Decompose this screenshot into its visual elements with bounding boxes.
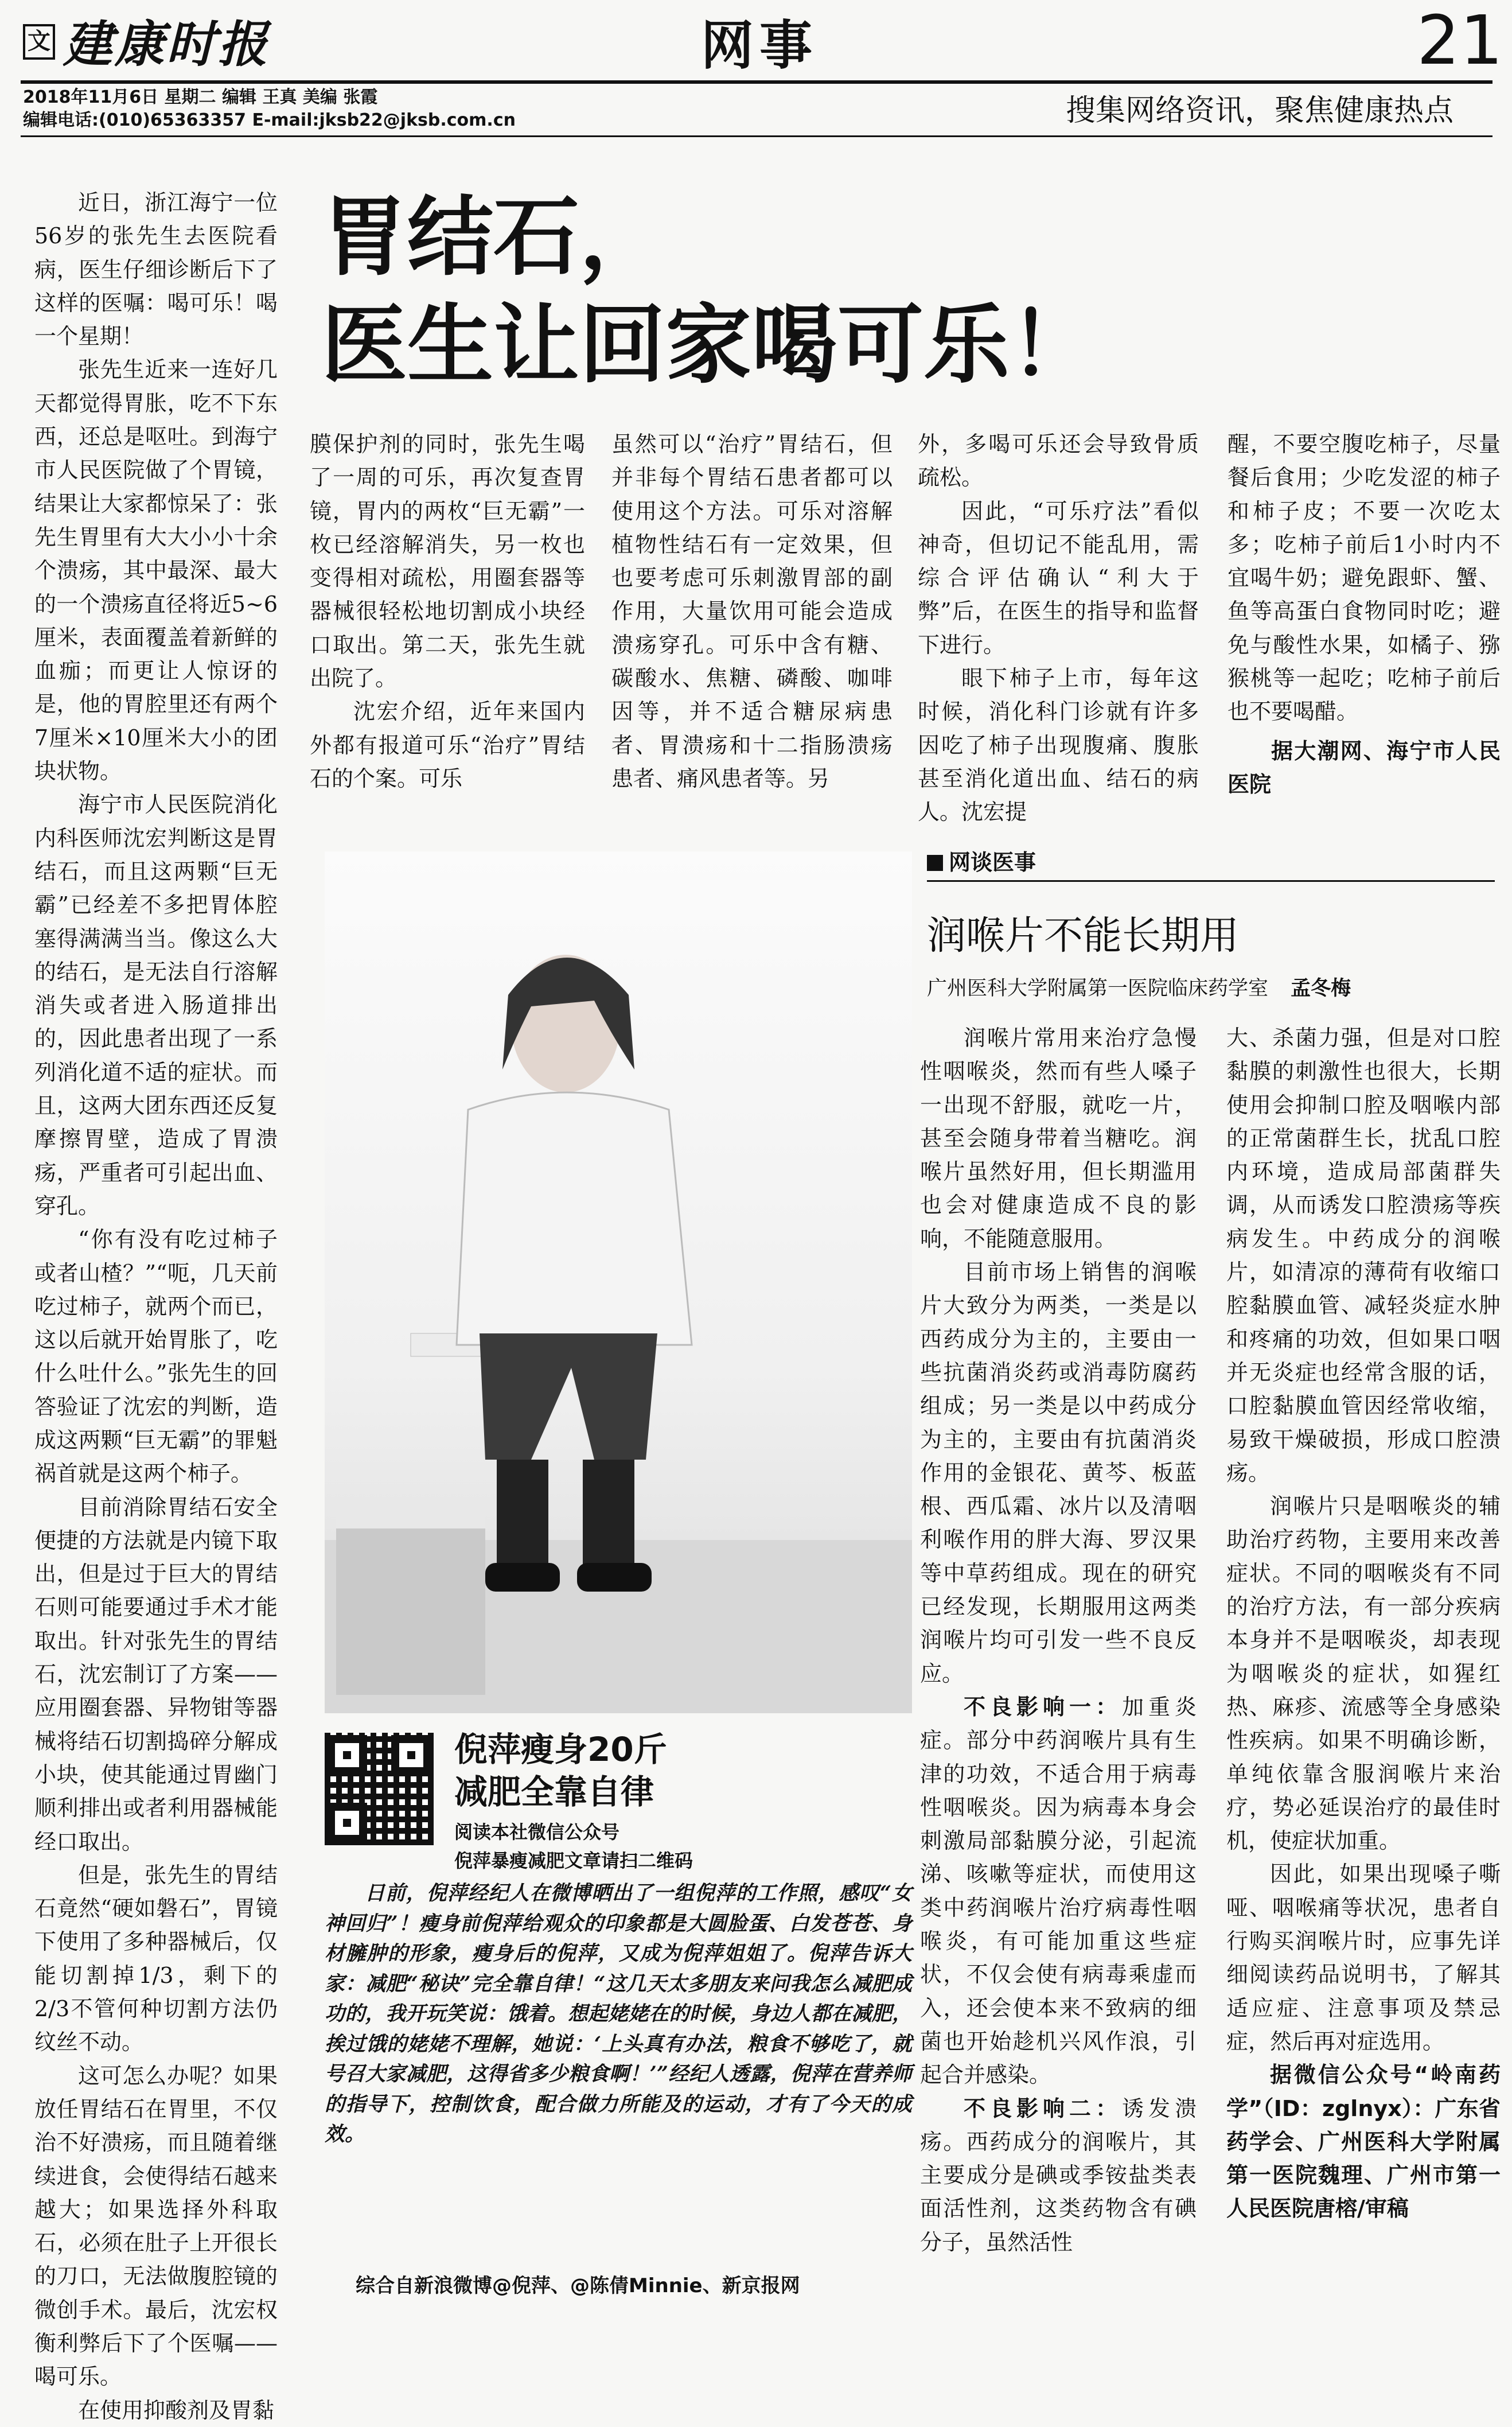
paragraph: 目前消除胃结石安全便捷的方法就是内镜下取出，但是过于巨大的胃结石则可能要通过手术才能取出。针对张先生的胃结石，沈宏制订了方案——应用圈套器、异物钳等器械将结石切割捣碎分解成小块，使其能通过胃幽门顺利排出或者利用器械能经口取出。 xyxy=(34,1494,278,1854)
main-article-col4 xyxy=(918,427,1199,825)
newspaper-logo: 建康时报 xyxy=(63,15,270,73)
paragraph: 近日，浙江海宁一位56岁的张先生去医院看病，医生仔细诊断后下了这样的医嘱：喝可乐！喝一个星期！ xyxy=(34,190,278,349)
qr-finder-icon xyxy=(391,1735,431,1775)
paragraph: “你有没有吃过柿子或者山楂？”“呃，几天前吃过柿子，就两个而已，这以后就开始胃胀了，吃什么吐什么。”张先生的回答验证了沈宏的判断，造成这两颗“巨无霸”的罪魁祸首就是这两个柿子。 xyxy=(34,1227,278,1487)
side-byline xyxy=(927,974,1351,1003)
paragraph: 润喉片常用来治疗急慢性咽喉炎，然而有些人嗓子一出现不舒服，就吃一片，甚至会随身带着当糖吃。润喉片虽然好用，但长期滥用也会对健康造成不良的影响，不能随意服用。 xyxy=(920,1025,1197,1251)
feature-headline xyxy=(454,1728,667,1813)
main-headline xyxy=(321,184,1182,399)
paragraph: 海宁市人民医院消化内科医师沈宏判断这是胃结石，而且这两颗“巨无霸”已经差不多把胃体腔塞得满满当当。像这么大的结石，是无法自行溶解消失或者进入肠道排出的，因此患者出现了一系列消化道不适的症状。而且，这两大团东西还反复摩擦胃壁，造成了胃溃疡，严重者可引起出血、穿孔。 xyxy=(34,792,278,1219)
column-label-rule xyxy=(927,880,1495,882)
main-article-col1 xyxy=(34,186,278,2423)
section-title: 网事 xyxy=(701,15,819,76)
main-article-col5 xyxy=(1227,427,1501,795)
masthead-rule xyxy=(21,80,1492,84)
byline-author: 孟冬梅 xyxy=(1291,977,1351,1000)
qr-code[interactable] xyxy=(325,1733,434,1845)
date-editor-line: 2018年11月6日 星期二 编辑 王真 美编 张霞 xyxy=(23,87,378,107)
main-article-col2 xyxy=(310,427,585,795)
effect-1-label: 不良影响一： xyxy=(964,1694,1122,1720)
paragraph: 外，多喝可乐还会导致骨质疏松。 xyxy=(918,431,1199,491)
side-article-source: 据微信公众号“岭南药学”（ID：zglnyx）：广东省药学会、广州医科大学附属第一医院魏理、广州市第一人民医院唐榕/审稿 xyxy=(1226,2062,1501,2222)
column-label xyxy=(927,848,1036,877)
effect-2-label: 不良影响二： xyxy=(964,2095,1122,2121)
effect-2-text: 诱发溃疡。西药成分的润喉片，其主要成分是碘或季铵盐类表面活性剂，这类药物含有碘分子，虽然活性 xyxy=(920,2095,1197,2255)
paragraph: 膜保护剂的同时，张先生喝了一周的可乐，再次复查胃镜，胃内的两枚“巨无霸”一枚已经溶解消失，另一枚也变得相对疏松，用圈套器等器械很轻松地切割成小块经口取出。第二天，张先生就出院了。 xyxy=(310,431,585,691)
column-label-marker-icon xyxy=(927,855,943,871)
byline-org: 广州医科大学附属第一医院临床药学室 xyxy=(927,977,1269,1000)
feature-body: 日前，倪萍经纪人在微博晒出了一组倪萍的工作照，感叹“女神回归”！瘦身前倪萍给观众的印象都是大圆脸蛋、白发苍苍、身材臃肿的形象，瘦身后的倪萍，又成为倪萍姐姐了。倪萍告诉大家：减肥“秘诀”完全靠自律！“这几天太多朋友来问我怎么减肥成功的，我开玩笑说：饿着。想起姥姥在的时候，身边人都在减肥，挨过饿的姥姥不理解，她说：‘上头真有办法，粮食不够吃了，就号召大家减肥，这得省多少粮食啊！’”经纪人透露，倪萍在营养师的指导下，控制饮食，配合做力所能及的运动，才有了今天的成效。 xyxy=(325,1881,912,2146)
paragraph: 在使用抑酸剂及胃黏 xyxy=(78,2397,275,2423)
feature-source: 综合自新浪微博@倪萍、@陈倩Minnie、新京报网 xyxy=(356,2274,800,2297)
paragraph: 沈宏介绍，近年来国内外都有报道可乐“治疗”胃结石的个案。可乐 xyxy=(310,699,585,791)
paragraph: 因此，“可乐疗法”看似神奇，但切记不能乱用，需综合评估确认“利大于弊”后，在医生的指导和监督下进行。 xyxy=(918,498,1199,658)
side-article-col-b xyxy=(1226,1021,1501,2301)
main-headline-line2: 医生让回家喝可乐！ xyxy=(321,295,1096,395)
column-label-text: 网谈医事 xyxy=(949,850,1036,875)
qr-caption-line1: 阅读本社微信公众号 xyxy=(454,1821,620,1843)
slogan: 搜集网络资讯，聚焦健康热点 xyxy=(1066,94,1454,128)
qr-finder-icon xyxy=(327,1803,367,1843)
contact-line: 编辑电话:(010)65363357 E-mail:jksb22@jksb.com.cn xyxy=(23,110,516,130)
side-article-col-a xyxy=(920,1021,1197,2301)
qr-caption xyxy=(454,1818,693,1875)
qr-finder-icon xyxy=(327,1735,367,1775)
masthead-bottom-rule xyxy=(21,135,1492,137)
main-article-col3 xyxy=(611,427,893,795)
paragraph: 因此，如果出现嗓子嘶哑、咽喉痛等状况，患者自行购买润喉片时，应事先详细阅读药品说明书，了解其适应症、注意事项及禁忌症，然后再对症选用。 xyxy=(1226,1861,1501,2054)
logo-mark-icon: 文 xyxy=(23,24,55,60)
paragraph: 目前市场上销售的润喉片大致分为两类，一类是以西药成分为主的，主要由一些抗菌消炎药或消毒防腐药组成；另一类是以中药成分为主的，主要由有抗菌消炎作用的金银花、黄芩、板蓝根、西瓜霜、冰片以及清咽利喉作用的胖大海、罗汉果等中草药组成。现在的研究已经发现，长期服用这两类润喉片均可引发一些不良反应。 xyxy=(920,1259,1197,1686)
paragraph: 润喉片只是咽喉炎的辅助治疗药物，主要用来改善症状。不同的咽喉炎有不同的治疗方法，有一部分疾病本身并不是咽喉炎，却表现为咽喉炎的症状，如猩红热、麻疹、流感等全身感染性疾病。如果不明确诊断，单纯依靠含服润喉片来治疗，势必延误治疗的最佳时机，使症状加重。 xyxy=(1226,1493,1501,1854)
main-headline-line1: 胃结石， xyxy=(321,188,666,287)
page-number: 21 xyxy=(1417,1,1503,80)
side-headline: 润喉片不能长期用 xyxy=(927,913,1240,959)
main-article-source: 据大潮网、海宁市人民医院 xyxy=(1227,738,1501,797)
paragraph: 但是，张先生的胃结石竟然“硬如磐石”，胃镜下使用了多种器械后，仅能切割掉1/3，剩下的2/3不管何种切割方法仍纹丝不动。 xyxy=(34,1862,278,2055)
paragraph: 醒，不要空腹吃柿子，尽量餐后食用；少吃发涩的柿子和柿子皮；不要一次吃太多；吃柿子前后1小时内不宜喝牛奶；避免跟虾、蟹、鱼等高蛋白食物同时吃；避免与酸性水果，如橘子、猕猴桃等一起吃；吃柿子前后也不要喝醋。 xyxy=(1227,431,1501,725)
masthead xyxy=(0,0,1512,138)
feature-headline-line2: 减肥全靠自律 xyxy=(454,1772,654,1811)
feature-headline-line1: 倪萍瘦身20斤 xyxy=(454,1730,667,1769)
photo-illustration xyxy=(325,851,912,1713)
qr-caption-line2: 倪萍暴瘦减肥文章请扫二维码 xyxy=(454,1850,693,1872)
paragraph: 大、杀菌力强，但是对口腔黏膜的刺激性也很大，长期使用会抑制口腔及咽喉内部的正常菌群生长，扰乱口腔内环境，造成局部菌群失调，从而诱发口腔溃疡等疾病发生。中药成分的润喉片，如清凉的薄荷有收缩口腔黏膜血管、减轻炎症水肿和疼痛的功效，但如果口咽并无炎症也经常含服的话，口腔黏膜血管因经常收缩，易致干燥破损，形成口腔溃疡。 xyxy=(1226,1025,1501,1485)
paragraph: 虽然可以“治疗”胃结石，但并非每个胃结石患者都可以使用这个方法。可乐对溶解植物性结石有一定效果，但也要考虑可乐刺激胃部的副作用，大量饮用可能会造成溃疡穿孔。可乐中含有糖、碳酸水、焦糖、磷酸、咖啡因等，并不适合糖尿病患者、胃溃疡和十二指肠溃疡患者、痛风患者等。另 xyxy=(611,431,893,791)
paragraph: 这可怎么办呢？如果放任胃结石在胃里，不仅治不好溃疡，而且随着继续进食，会使得结石越来越大；如果选择外科取石，必须在肚子上开很长的刀口，无法做腹腔镜的微创手术。最后，沈宏权衡利弊后下了个医嘱——喝可乐。 xyxy=(34,2063,278,2390)
paragraph: 眼下柿子上市，每年这时候，消化科门诊就有许多因吃了柿子出现腹痛、腹胀甚至消化道出血、结石的病人。沈宏提 xyxy=(918,666,1199,825)
effect-1-text: 加重炎症。部分中药润喉片具有生津的功效，不适合用于病毒性咽喉炎。因为病毒本身会刺激局部黏膜分泌，引起流涕、咳嗽等症状，而使用这类中药润喉片治疗病毒性咽喉炎，有可能加重这些症状，不仅会使有病毒乘虚而入，还会使本来不致病的细菌也开始趁机兴风作浪，引起合并感染。 xyxy=(920,1694,1197,2088)
feature-photo xyxy=(325,851,912,1713)
paragraph: 张先生近来一连好几天都觉得胃胀，吃不下东西，还总是呕吐。到海宁市人民医院做了个胃镜，结果让大家都惊呆了：张先生胃里有大大小小十余个溃疡，其中最深、最大的一个溃疡直径将近5~6厘米，表面覆盖着新鲜的血痂；而更让人惊讶的是，他的胃腔里还有两个7厘米×10厘米大小的团块状物。 xyxy=(34,357,278,784)
